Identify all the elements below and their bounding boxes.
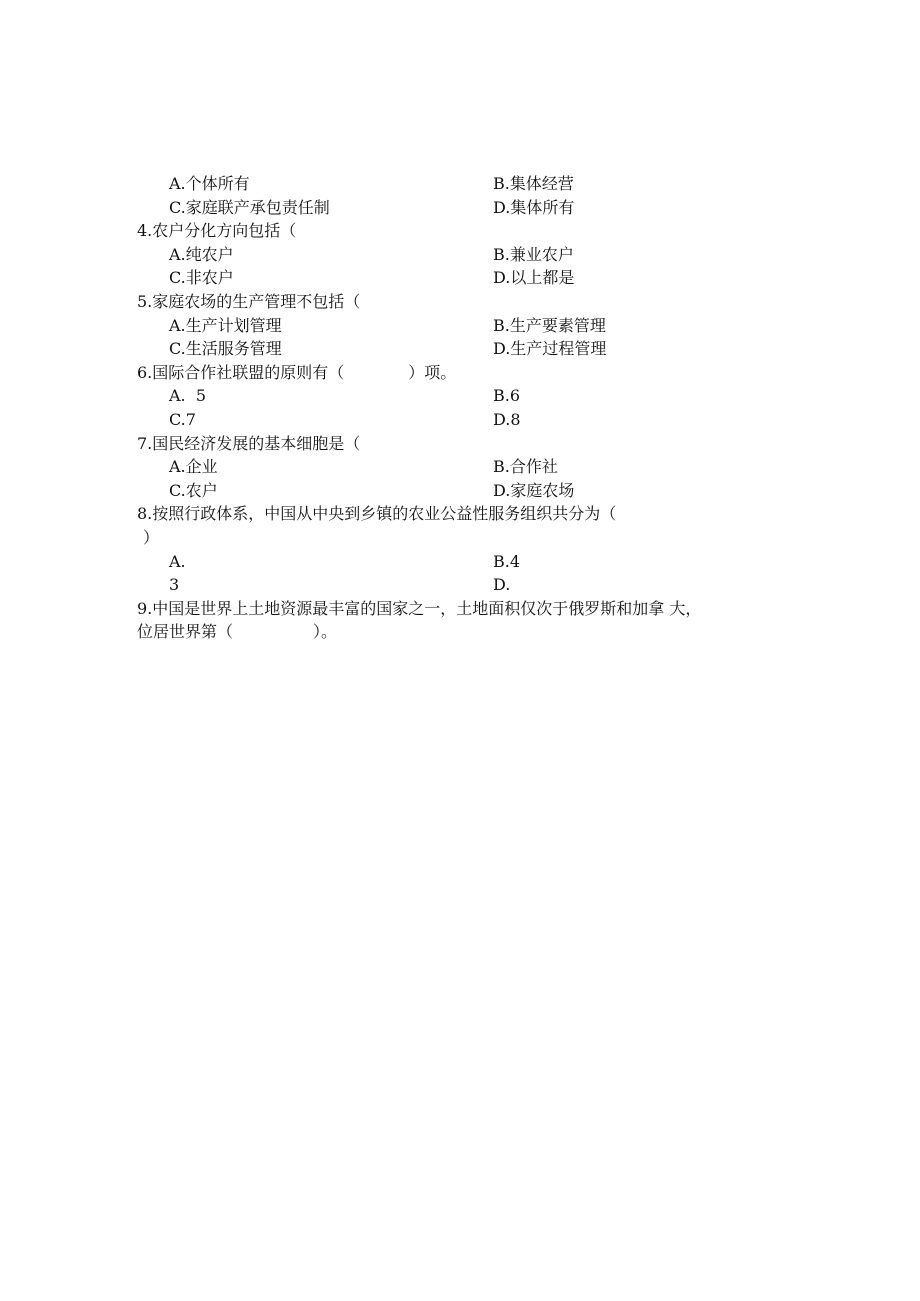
- question-list: [137, 172, 777, 644]
- option-row: [137, 573, 777, 597]
- option-a: A.个体所有: [169, 174, 250, 193]
- question-stem: [137, 432, 777, 456]
- option-b: B.集体经营: [493, 174, 574, 193]
- option-a: A. 5: [169, 386, 206, 406]
- question-6-stem: 6.国际合作社联盟的原则有（ ）项。: [137, 362, 457, 382]
- question-stem-continued: [137, 526, 777, 550]
- option-row: [137, 479, 777, 503]
- option-a: A.企业: [169, 457, 218, 477]
- option-a: A.生产计划管理: [169, 315, 282, 335]
- option-row: [137, 550, 777, 574]
- question-stem: [137, 361, 777, 385]
- option-d: D.: [493, 575, 511, 595]
- option-c: C.7: [169, 409, 196, 429]
- option-c: C.生活服务管理: [169, 339, 282, 359]
- option-d: D.以上都是: [493, 268, 575, 288]
- option-b: B.6: [493, 386, 521, 406]
- option-row: [137, 384, 777, 408]
- question-8-stem: 8.按照行政体系，中国从中央到乡镇的农业公益性服务组织共分为（: [137, 504, 617, 524]
- question-stem-continued: [137, 620, 777, 644]
- option-row: [137, 314, 777, 338]
- option-a: A.: [169, 551, 186, 571]
- option-d: D.家庭农场: [493, 480, 575, 500]
- option-c: 3: [169, 575, 180, 595]
- option-row: [137, 408, 777, 432]
- question-8-stem-end: ）: [143, 527, 160, 547]
- question-stem: [137, 502, 777, 526]
- question-stem: [137, 597, 777, 621]
- option-d: D.生产过程管理: [493, 339, 607, 359]
- option-a: A.纯农户: [169, 244, 234, 264]
- option-c: C.家庭联产承包责任制: [169, 197, 330, 217]
- option-c: C.农户: [169, 480, 218, 500]
- question-9-stem-end: 位居世界第（ ）。: [137, 622, 338, 642]
- option-b: B.兼业农户: [493, 244, 574, 264]
- option-row: [137, 337, 777, 361]
- option-d: D.集体所有: [493, 197, 575, 217]
- question-stem: [137, 219, 777, 243]
- option-d: D.8: [493, 409, 521, 429]
- option-b: B.生产要素管理: [493, 315, 606, 335]
- option-row: [137, 455, 777, 479]
- option-row: [137, 243, 777, 267]
- question-stem: [137, 290, 777, 314]
- question-9-stem: 9.中国是世界上土地资源最丰富的国家之一，土地面积仅次于俄罗斯和加拿 大，: [137, 598, 702, 618]
- option-b: B.合作社: [493, 457, 558, 477]
- option-row: [137, 196, 777, 220]
- option-b: B.4: [493, 551, 521, 571]
- question-4-stem: 4.农户分化方向包括（: [137, 221, 297, 241]
- option-row: [137, 266, 777, 290]
- option-c: C.非农户: [169, 268, 234, 288]
- question-5-stem: 5.家庭农场的生产管理不包括（: [137, 291, 361, 311]
- option-row: [137, 172, 777, 196]
- question-7-stem: 7.国民经济发展的基本细胞是（: [137, 433, 361, 453]
